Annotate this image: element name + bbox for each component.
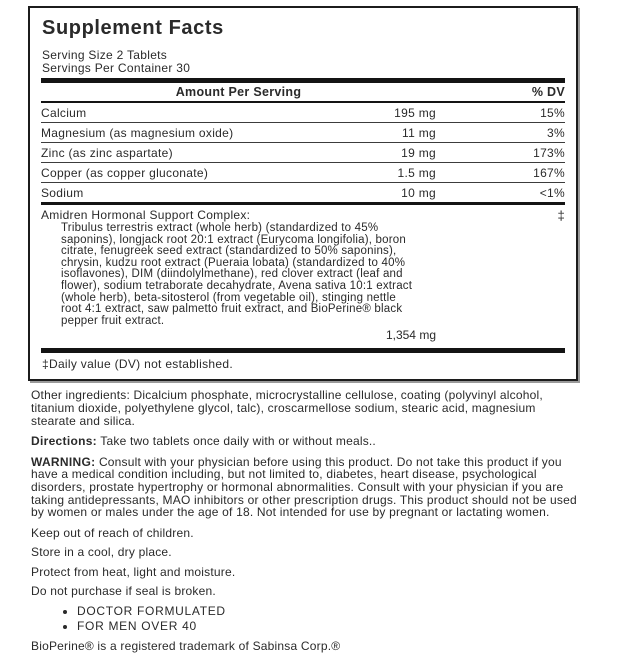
warning — [31, 456, 580, 519]
hormonal-support-complex-section — [41, 202, 565, 345]
table-header — [41, 83, 565, 103]
complex-amount: 1,354 mg — [385, 328, 436, 343]
nutrient-amount: 1.5 mg — [397, 166, 436, 180]
nutrient-amount: 11 mg — [402, 126, 436, 140]
label-page — [0, 6, 640, 653]
feature-bullet-list — [31, 605, 580, 632]
nutrient-dv: 3% — [547, 126, 565, 140]
other-ingredients: Other ingredients: Dicalcium phosphate, microcrystalline cellulose, coating (polyvinyl alcohol, titanium dioxide, polyethylene glycol, talc), croscarmellose sodium, stearic acid, magnesium stearate and silica. — [31, 388, 543, 428]
nutrient-dv: <1% — [539, 186, 565, 200]
note-protect-heat-light: Protect from heat, light and moisture. — [31, 564, 236, 579]
note-store-cool-dry: Store in a cool, dry place. — [31, 545, 172, 560]
table-row-zinc — [41, 143, 565, 163]
bullet-doctor-formulated: • DOCTOR FORMULATED — [77, 605, 580, 618]
nutrient-dv: 15% — [540, 106, 565, 120]
nutrient-name: Zinc (as zinc aspartate) — [41, 146, 173, 160]
complex-dv-dagger: ‡ — [557, 208, 565, 223]
complex-header-row — [41, 208, 565, 223]
nutrient-name: Sodium — [41, 186, 84, 200]
nutrient-name: Magnesium (as magnesium oxide) — [41, 126, 234, 140]
nutrient-amount: 19 mg — [401, 146, 436, 160]
table-row-sodium — [41, 183, 565, 202]
supplement-facts-panel — [28, 6, 578, 381]
warning-text: Consult with your physician before using this product. Do not take this product if you have a medical condition including, but not limited to, diabetes, heart disease, psychological disorders, prostate hypertrophy or hormonal abnormalities. Consult with your physician if you are taking antidepressants, MAO inhibitors or other prescription drugs. This product should not be used by women or males under the age of 18. Not intended for use by pregnant or lactating women. — [31, 454, 577, 520]
nutrient-name: Copper (as copper gluconate) — [41, 166, 209, 180]
header-percent-dv: % DV — [531, 85, 565, 99]
warning-label: WARNING: — [31, 454, 96, 469]
serving-size: Serving Size 2 Tablets — [42, 48, 168, 62]
table-row-magnesium — [41, 123, 565, 143]
nutrient-name: Calcium — [41, 106, 87, 120]
complex-title: Amidren Hormonal Support Complex: — [41, 208, 251, 222]
bioperine-trademark-note: BioPerine® is a registered trademark of Sabinsa Corp.® — [31, 639, 341, 653]
note-seal-broken: Do not purchase if seal is broken. — [31, 584, 216, 599]
directions — [31, 435, 580, 448]
table-row-calcium — [41, 103, 565, 123]
panel-title: Supplement Facts — [42, 17, 224, 39]
table-row-copper — [41, 163, 565, 183]
label-info-section — [31, 389, 580, 653]
header-amount-per-serving: Amount Per Serving — [175, 85, 302, 99]
serving-info — [41, 49, 565, 75]
directions-text: Take two tablets once daily with or without meals.. — [96, 434, 376, 449]
bullet-for-men-over-40: • FOR MEN OVER 40 — [77, 620, 580, 633]
nutrient-amount: 10 mg — [401, 186, 436, 200]
complex-description: Tribulus terrestris extract (whole herb) (standardized to 45% saponins), longjack root 20:1 extract (Eurycoma longifolia), boron citrate, fenugreek seed extract (standardized to 50% saponins), chrysin, kudzu root extract (Pueraia lobata) (standardized to 40% isoflavones), DIM (diindolylmethane), red clover extract (leaf and flower), sodium tetraborate decahydrate, Avena sativa 10:1 extract (whole herb), beta-sitosterol (from vegetable oil), stinging nettle root 4:1 extract, saw palmetto fruit extract, and BioPerine® black pepper fruit extract. — [61, 222, 413, 327]
nutrient-dv: 173% — [533, 146, 565, 160]
nutrient-amount: 195 mg — [394, 106, 436, 120]
directions-label: Directions: — [31, 434, 97, 449]
dv-footnote: ‡Daily value (DV) not established. — [42, 357, 233, 372]
servings-per-container: Servings Per Container 30 — [42, 61, 191, 75]
nutrient-dv: 167% — [533, 166, 565, 180]
note-keep-out-of-reach: Keep out of reach of children. — [31, 525, 194, 540]
